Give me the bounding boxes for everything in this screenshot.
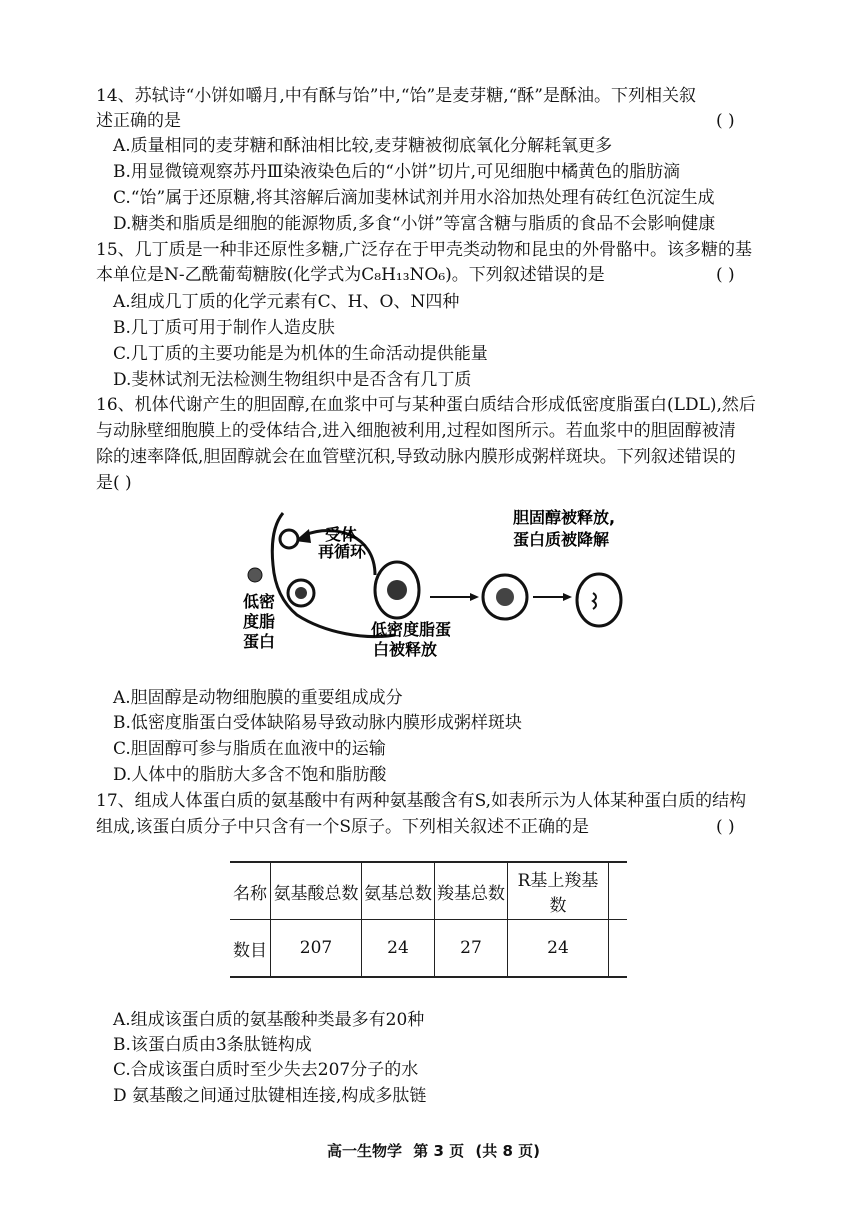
q14-answer-paren: ( ) [716,111,735,131]
q15-option-a: A.组成几丁质的化学元素有C、H、O、N四种 [113,292,460,312]
table-header-cell: 名称 [230,862,271,920]
q15-option-b: B.几丁质可用于制作人造皮肤 [113,318,335,338]
table-cell: 数目 [230,920,271,978]
q14-stem-line1: 14、苏轼诗“小饼如嚼月,中有酥与饴”中,“饴”是麦芽糖,“酥”是酥油。下列相关叙 [96,86,696,106]
page-footer [0,1140,867,1161]
q16-option-d: D.人体中的脂肪大多含不饱和脂肪酸 [113,765,387,785]
table-row [230,920,627,978]
q16-stem-line4: 是( ) [96,473,132,493]
q16-option-a: A.胆固醇是动物细胞膜的重要组成成分 [113,688,403,708]
q15-option-c: C.几丁质的主要功能是为机体的生命活动提供能量 [113,344,488,364]
label-ldl-1: 低密 [243,592,276,611]
q15-stem-line1: 15、几丁质是一种非还原性多糖,广泛存在于甲壳类动物和昆虫的外骨骼中。该多糖的基 [96,240,753,260]
label-ldl-released-2: 白被释放 [373,640,438,659]
table-header-cell: R基上羧基数 [508,862,609,920]
table-empty-cell [609,862,628,920]
table-header-cell: 羧基总数 [435,862,508,920]
q15-option-d: D.斐林试剂无法检测生物组织中是否含有几丁质 [113,370,472,390]
label-cholesterol-released: 胆固醇被释放, [513,508,616,527]
q15-answer-paren: ( ) [716,265,735,285]
q16-option-b: B.低密度脂蛋白受体缺陷易导致动脉内膜形成粥样斑块 [113,713,522,733]
q16-stem-line1: 16、机体代谢产生的胆固醇,在血浆中可与某种蛋白质结合形成低密度脂蛋白(LDL),然后 [96,395,756,415]
q17-stem-line2: 组成,该蛋白质分子中只含有一个S原子。下列相关叙述不正确的是 [96,817,590,837]
degraded-cell-icon [577,574,621,626]
protein-composition-table [230,861,627,978]
label-ldl-3: 蛋白 [243,632,276,651]
q17-answer-paren: ( ) [716,817,735,837]
q17-option-c: C.合成该蛋白质时至少失去207分子的水 [113,1060,419,1080]
q17-option-d: D 氨基酸之间通过肽键相连接,构成多肽链 [113,1086,427,1106]
table-cell: 27 [435,920,508,978]
table-cell: 24 [508,920,609,978]
q15-stem-line2: 本单位是N-乙酰葡萄糖胺(化学式为C₈H₁₃NO₆)。下列叙述错误的是 [96,265,605,285]
label-receptor: 受体 [325,525,358,544]
q14-option-c: C.“饴”属于还原糖,将其溶解后滴加斐林试剂并用水浴加热处理有砖红色沉淀生成 [113,188,715,208]
q14-stem-line2: 述正确的是 [96,111,181,131]
table-header-cell: 氨基酸总数 [271,862,362,920]
label-recycle: 再循环 [318,542,367,561]
q14-option-d: D.糖类和脂质是细胞的能源物质,多食“小饼”等富含糖与脂质的食品不会影响健康 [113,214,716,234]
label-protein-degraded: 蛋白质被降解 [513,530,610,549]
table-header-cell: 氨基总数 [362,862,435,920]
q14-option-b: B.用显微镜观察苏丹Ⅲ染液染色后的“小饼”切片,可见细胞中橘黄色的脂肪滴 [113,162,681,182]
table-header-row [230,862,627,920]
q16-stem-line3: 除的速率降低,胆固醇就会在血管壁沉积,导致动脉内膜形成粥样斑块。下列叙述错误的 [96,447,736,467]
label-ldl-2: 度脂 [243,612,276,631]
ldl-pathway-diagram [225,505,645,670]
footer-page-number: 第 3 页 [413,1142,465,1160]
q17-option-b: B.该蛋白质由3条肽链构成 [113,1035,312,1055]
table-cell: 207 [271,920,362,978]
receptor-icon [280,530,298,548]
footer-subject: 高一生物学 [327,1142,403,1160]
q16-option-c: C.胆固醇可参与脂质在血液中的运输 [113,739,386,759]
ldl-particle-icon [248,568,262,582]
footer-total-pages: (共 8 页) [475,1142,540,1160]
q16-stem-line2: 与动脉壁细胞膜上的受体结合,进入细胞被利用,过程如图所示。若血浆中的胆固醇被清 [96,421,736,441]
table-cell: 24 [362,920,435,978]
label-ldl-released-1: 低密度脂蛋 [371,620,452,639]
q14-option-a: A.质量相同的麦芽糖和酥油相比较,麦芽糖被彻底氧化分解耗氧更多 [113,136,613,156]
q17-option-a: A.组成该蛋白质的氨基酸种类最多有20种 [113,1010,425,1030]
q17-stem-line1: 17、组成人体蛋白质的氨基酸中有两种氨基酸含有S,如表所示为人体某种蛋白质的结构 [96,791,747,811]
table-empty-cell [609,920,628,978]
